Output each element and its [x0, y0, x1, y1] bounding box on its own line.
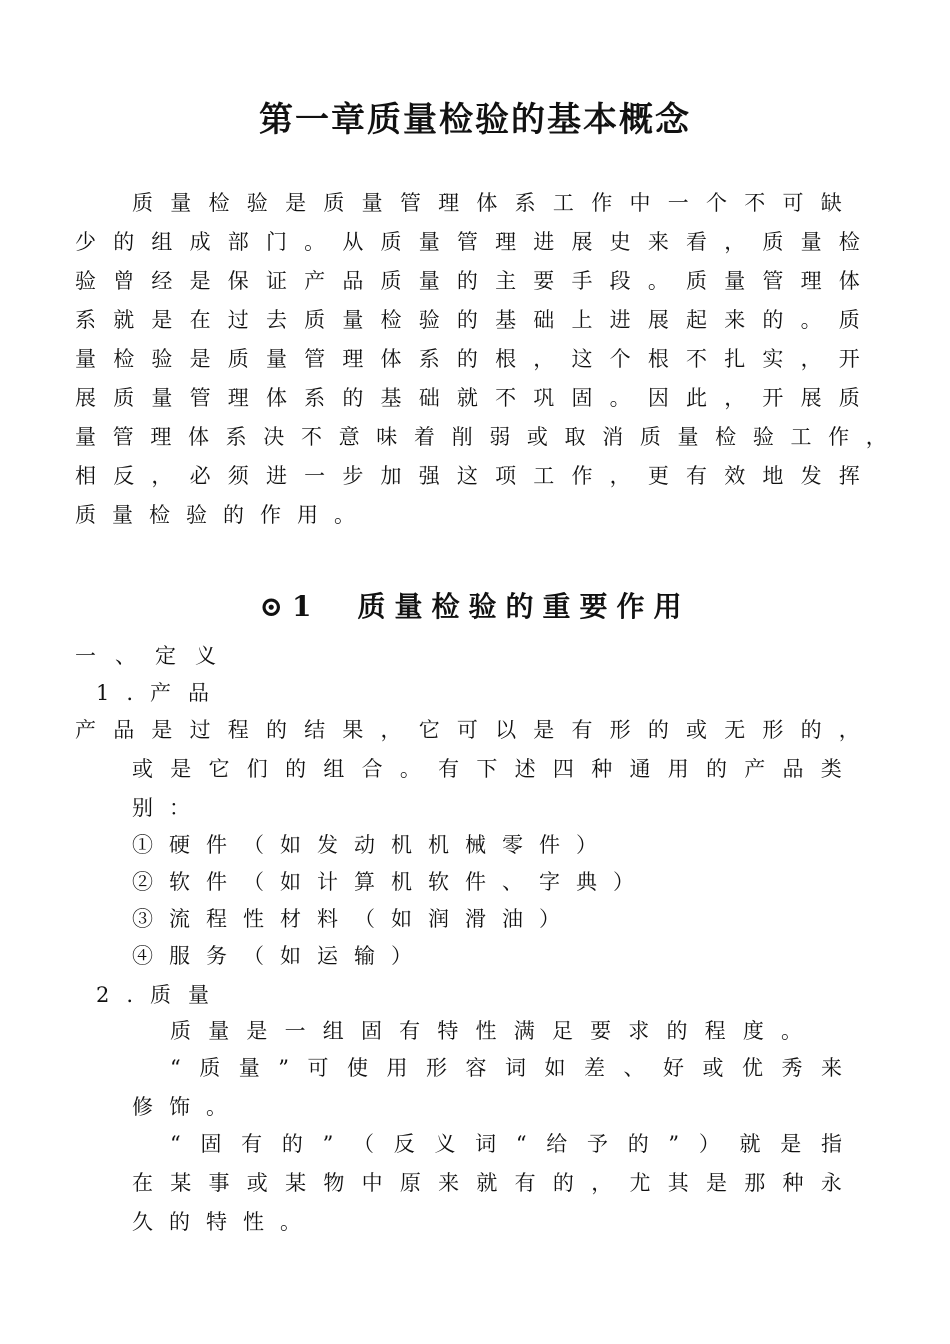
quality-paragraph-line: “ 质 量 ” 可 使 用 形 容 词 如 差 、 好 或 优 秀 来	[170, 1056, 842, 1080]
intro-line: 量 检 验 是 质 量 管 理 体 系 的 根 ， 这 个 根 不 扎 实 ， 开	[75, 347, 860, 371]
intro-line: 验 曾 经 是 保 证 产 品 质 量 的 主 要 手 段 。 质 量 管 理 体	[75, 269, 860, 293]
quality-paragraph-line: 修饰。	[132, 1095, 243, 1119]
product-line: 或 是 它 们 的 组 合 。 有 下 述 四 种 通 用 的 产 品 类	[132, 757, 842, 781]
product-item-service: ④服务（如运输）	[132, 944, 428, 968]
product-item-material: ③流程性材料（如润滑油）	[132, 907, 576, 931]
quality-paragraph-line: 久的特性。	[132, 1210, 317, 1234]
quality-definition: 质 量 是 一 组 固 有 特 性 满 足 要 求 的 程 度 。	[170, 1019, 802, 1043]
product-item-hardware: ①硬件（如发动机机械零件）	[132, 833, 613, 857]
intro-line: 质量检验的作用。	[75, 503, 371, 527]
intro-line: 量 管 理 体 系 决 不 意 味 着 削 弱 或 取 消 质 量 检 验 工 作 ，	[75, 425, 887, 449]
subheading-product: 1.产品	[96, 681, 227, 705]
section-title: ⊙1 质量检验的重要作用	[259, 590, 691, 623]
heading-definition: 一、定义	[75, 644, 235, 668]
product-line: 产 品 是 过 程 的 结 果 ， 它 可 以 是 有 形 的 或 无 形 的 ，	[75, 718, 860, 742]
quality-paragraph-line: “ 固 有 的 ” （ 反 义 词 “ 给 予 的 ” ） 就 是 指	[170, 1132, 842, 1156]
intro-line: 少 的 组 成 部 门 。 从 质 量 管 理 进 展 史 来 看 ， 质 量 检	[75, 230, 860, 254]
intro-line: 展 质 量 管 理 体 系 的 基 础 就 不 巩 固 。 因 此 ， 开 展 质	[75, 386, 860, 410]
intro-line: 相 反 ， 必 须 进 一 步 加 强 这 项 工 作 ， 更 有 效 地 发 挥	[75, 464, 860, 488]
subheading-quality: 2.质量	[96, 983, 227, 1007]
quality-paragraph-line: 在 某 事 或 某 物 中 原 来 就 有 的 ， 尤 其 是 那 种 永	[132, 1171, 842, 1195]
product-line: 别：	[132, 796, 206, 820]
chapter-title: 第一章质量检验的基本概念	[259, 100, 691, 140]
intro-line: 质 量 检 验 是 质 量 管 理 体 系 工 作 中 一 个 不 可 缺	[132, 191, 842, 215]
intro-line: 系 就 是 在 过 去 质 量 检 验 的 基 础 上 进 展 起 来 的 。 质	[75, 308, 860, 332]
product-item-software: ②软件（如计算机软件、字典）	[132, 870, 650, 894]
